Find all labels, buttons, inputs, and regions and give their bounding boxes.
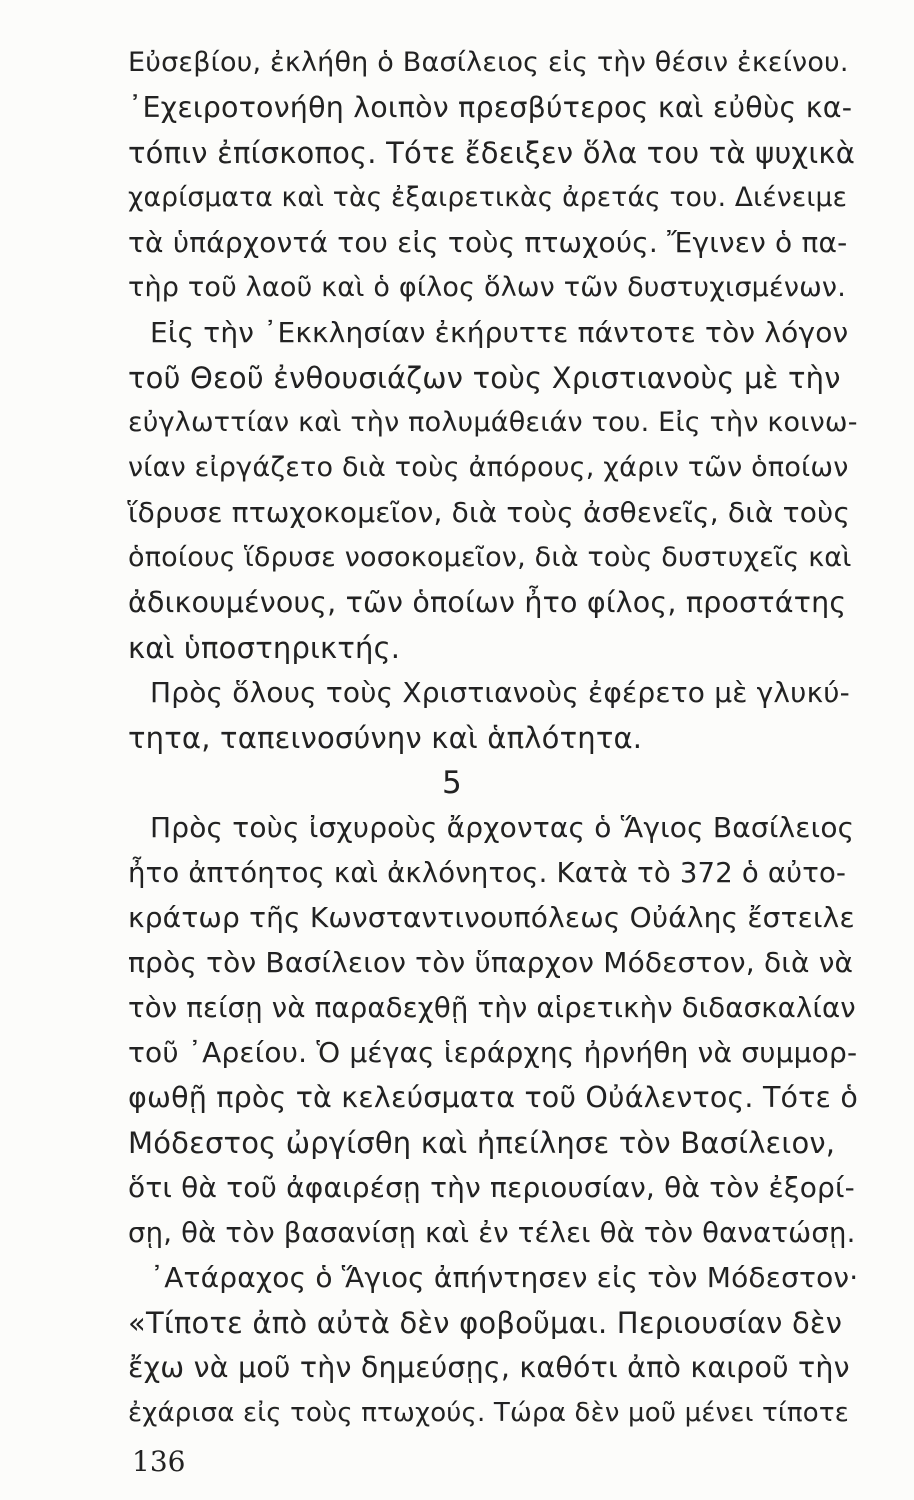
text-line: «Τίποτε ἀπὸ αὐτὰ δὲν φοβοῦμαι. Περιουσίαν δὲν [128,1306,843,1340]
text-line: Πρὸς ὅλους τοὺς Χριστιανοὺς ἐφέρετο μὲ γλυκύ- [150,676,850,709]
text-line: τὰ ὑπάρχοντά του εἰς τοὺς πτωχούς. Ἔγινεν ὁ πα- [128,226,848,259]
section-number: 5 [442,765,462,801]
text-line: τοῦ ᾿Αρείου. Ὁ μέγας ἱεράρχης ἠρνήθη νὰ συμμορ- [128,1036,858,1069]
page-number: 136 [132,1445,186,1478]
text-line: τὸν πείσῃ νὰ παραδεχθῇ τὴν αἱρετικὴν διδασκαλίαν [128,992,856,1024]
text-line: ἦτο ἀπτόητος καὶ ἀκλόνητος. Κατὰ τὸ 372 ὁ αὐτο- [128,857,847,889]
text-line: ἐχάρισα εἰς τοὺς πτωχούς. Τώρα δὲν μοῦ μένει τίποτε [128,1398,849,1428]
text-line: ὁποίους ἵδρυσε νοσοκομεῖον, διὰ τοὺς δυστυχεῖς καὶ [128,542,852,573]
text-line: νίαν εἰργάζετο διὰ τοὺς ἀπόρους, χάριν τῶν ὁποίων [128,452,849,483]
text-line: τὴρ τοῦ λαοῦ καὶ ὁ φίλος ὅλων τῶν δυστυχισμένων. [128,272,846,303]
text-line: Πρὸς τοὺς ἰσχυροὺς ἄρχοντας ὁ Ἅγιος Βασίλειος [150,811,855,844]
text-line: Μόδεστος ὠργίσθη καὶ ἠπείλησε τὸν Βασίλειον, [128,1126,836,1160]
text-line: κράτωρ τῆς Κωνσταντινουπόλεως Οὐάλης ἔστειλε [128,901,855,934]
text-line: χαρίσματα καὶ τὰς ἐξαιρετικὰς ἀρετάς του. Διένειμε [128,182,848,213]
text-line: πρὸς τὸν Βασίλειον τὸν ὕπαρχον Μόδεστον, διὰ νὰ [128,946,854,979]
text-line: ἵδρυσε πτωχοκομεῖον, διὰ τοὺς ἀσθενεῖς, διὰ τοὺς [128,496,851,529]
text-line: τοῦ Θεοῦ ἐνθουσιάζων τοὺς Χριστιανοὺς μὲ τὴν [128,361,841,395]
text-line: τητα, ταπεινοσύνην καὶ ἁπλότητα. [128,721,643,755]
text-line: ἔχω νὰ μοῦ τὴν δημεύσῃς, καθότι ἀπὸ καιροῦ τὴν [128,1351,850,1384]
text-line: ᾿Ατάραχος ὁ Ἅγιος ἀπήντησεν εἰς τὸν Μόδεστον· [150,1261,859,1294]
text-line: τόπιν ἐπίσκοπος. Τότε ἔδειξεν ὅλα του τὰ ψυχικὰ [128,136,856,170]
text-line: ᾿Εχειροτονήθη λοιπὸν πρεσβύτερος καὶ εὐθὺς κα- [128,91,853,124]
text-line: ὅτι θὰ τοῦ ἀφαιρέσῃ τὴν περιουσίαν, θὰ τὸν ἐξορί- [128,1171,855,1204]
text-line: εὐγλωττίαν καὶ τὴν πολυμάθειάν του. Εἰς τὴν κοινω- [128,407,858,438]
text-line: σῃ, θὰ τὸν βασανίσῃ καὶ ἐν τέλει θὰ τὸν θανατώσῃ. [128,1217,856,1249]
text-line: καὶ ὑποστηρικτής. [128,631,401,665]
text-line: ἀδικουμένους, τῶν ὁποίων ἦτο φίλος, προστάτης [128,586,847,619]
text-line: φωθῇ πρὸς τὰ κελεύσματα τοῦ Οὐάλεντος. Τότε ὁ [128,1081,859,1114]
text-line: Εἰς τὴν ᾿Εκκλησίαν ἐκήρυττε πάντοτε τὸν λόγον [150,316,849,349]
text-line: Εὐσεβίου, ἐκλήθη ὁ Βασίλειος εἰς τὴν θέσιν ἐκείνου. [128,47,849,78]
